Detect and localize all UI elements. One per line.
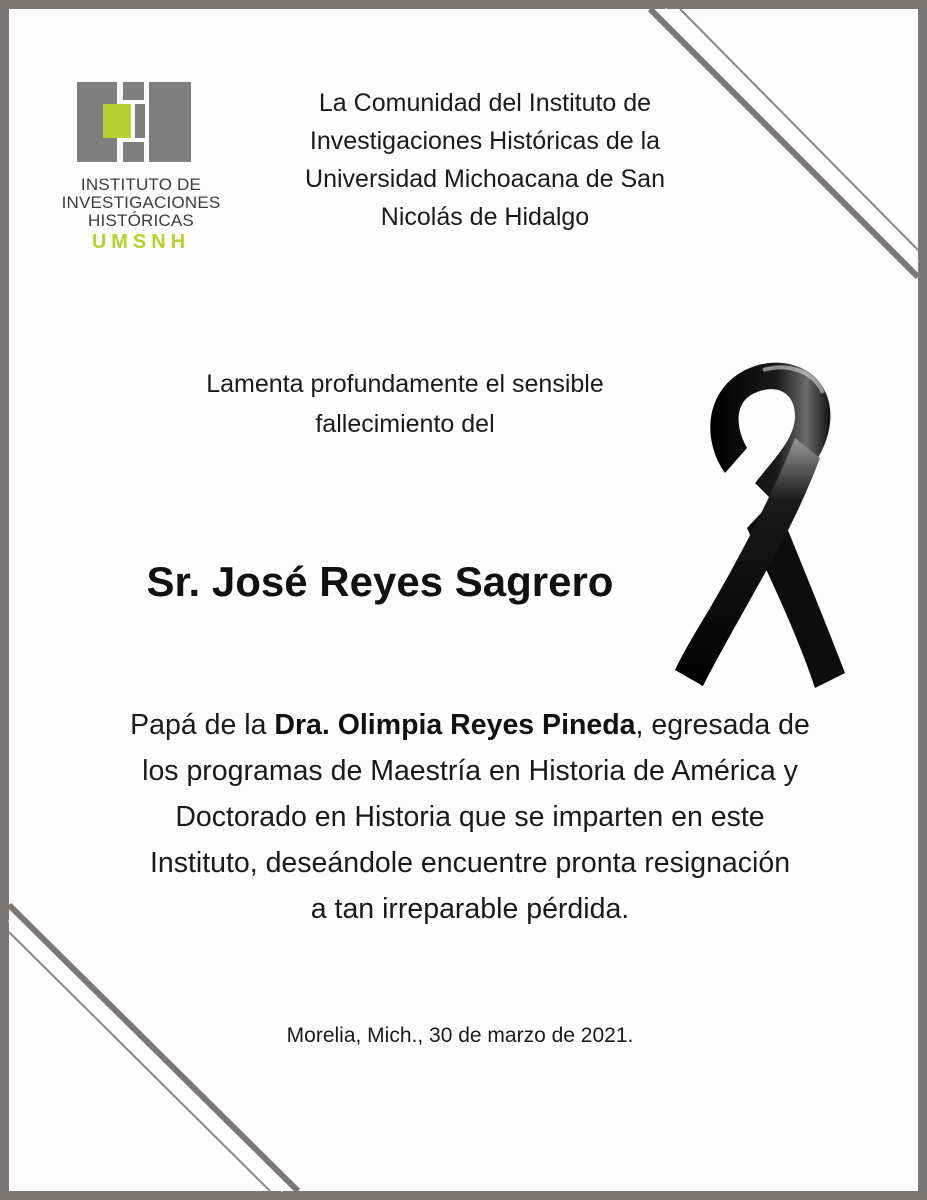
header-text: [255, 84, 715, 236]
mourning-ribbon-icon: [655, 348, 865, 693]
daughter-name: Dra. Olimpia Reyes Pineda: [274, 709, 636, 741]
body-prefix: Papá de la: [130, 709, 275, 741]
logo-umsnh: UMSNH: [91, 231, 191, 253]
header-line4: Nicolás de Hidalgo: [380, 203, 590, 231]
logo-top-middle-block: [123, 82, 144, 100]
logo-mid-right-block: [135, 104, 145, 138]
logo-right-block: [149, 82, 191, 162]
logo-text-line1: INSTITUTO DE: [80, 175, 202, 194]
logo-text-line2: INVESTIGACIONES: [61, 193, 221, 212]
body-line1: [70, 702, 870, 748]
logo-bottom-middle-block: [123, 142, 144, 162]
header-line3: Universidad Michoacana de San: [305, 165, 665, 193]
lament-line2: fallecimiento del: [315, 410, 495, 438]
body-line3: Doctorado en Historia que se imparten en este: [175, 801, 765, 833]
body-line4: Instituto, deseándole encuentre pronta resignación: [149, 847, 791, 879]
header-line2: Investigaciones Históricas de la: [309, 127, 661, 155]
body-text: [70, 702, 870, 932]
deceased-name: Sr. José Reyes Sagrero: [146, 558, 614, 605]
body-suffix: , egresada de: [635, 709, 810, 741]
logo-text-line3: HISTÓRICAS: [88, 211, 194, 230]
institute-logo: [56, 80, 226, 260]
logo-green-square: [103, 104, 131, 138]
body-line2: los programas de Maestría en Historia de América y: [142, 755, 798, 787]
header-line1: La Comunidad del Instituto de: [318, 89, 652, 117]
body-line5: a tan irreparable pérdida.: [310, 893, 630, 925]
lament-text: [120, 364, 690, 444]
place-date: Morelia, Mich., 30 de marzo de 2021.: [286, 1024, 634, 1047]
lament-line1: Lamenta profundamente el sensible: [206, 370, 604, 398]
